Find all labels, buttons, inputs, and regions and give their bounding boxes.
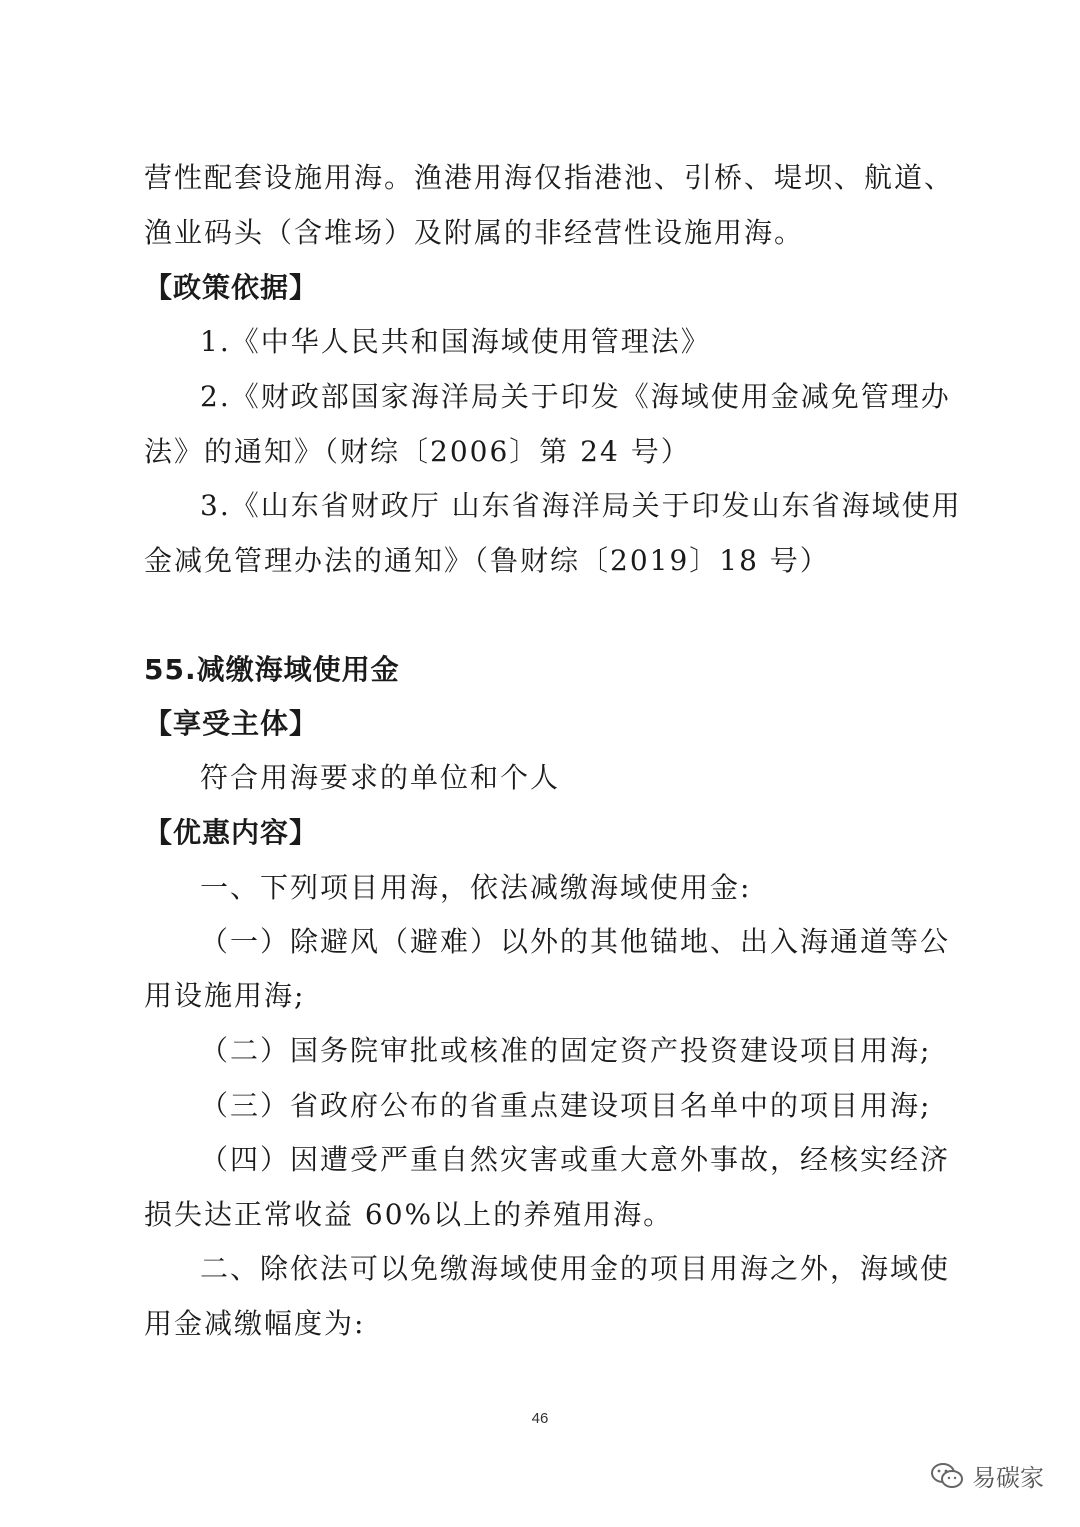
benefit-content-heading: 【优惠内容】	[144, 816, 319, 849]
body-text-line: 金减免管理办法的通知》（鲁财综〔2019〕18 号）	[144, 544, 830, 577]
policy-item: 3.《山东省财政厅 山东省海洋局关于印发山东省海域使用	[200, 489, 962, 522]
body-text-line: 用设施用海;	[144, 979, 306, 1012]
body-text-line: 法》的通知》（财综〔2006〕第 24 号）	[144, 435, 691, 468]
body-text-line: 营性配套设施用海。渔港用海仅指港池、引桥、堤坝、航道、	[144, 161, 955, 194]
watermark-text: 易碳家	[972, 1464, 1044, 1492]
section-title: 55.减缴海域使用金	[144, 653, 400, 686]
beneficiary-text: 符合用海要求的单位和个人	[200, 761, 561, 794]
body-text-line: 损失达正常收益 60%以上的养殖用海。	[144, 1198, 674, 1231]
wechat-icon	[930, 1462, 964, 1490]
body-text-line: 二、除依法可以免缴海域使用金的项目用海之外，海域使	[200, 1252, 951, 1285]
policy-item: 1.《中华人民共和国海域使用管理法》	[200, 325, 711, 358]
policy-item: 2.《财政部国家海洋局关于印发《海域使用金减免管理办	[200, 380, 951, 413]
list-item: （四）因遭受严重自然灾害或重大意外事故，经核实经济	[200, 1143, 951, 1176]
watermark	[930, 1458, 1044, 1493]
list-item: （三）省政府公布的省重点建设项目名单中的项目用海;	[200, 1089, 932, 1122]
list-item: （一）除避风（避难）以外的其他锚地、出入海通道等公	[200, 925, 951, 958]
body-text-line: 用金减缴幅度为:	[144, 1307, 366, 1340]
beneficiary-heading: 【享受主体】	[144, 707, 319, 740]
policy-basis-heading: 【政策依据】	[144, 271, 319, 304]
body-text-line: 一、下列项目用海，依法减缴海域使用金:	[200, 871, 752, 904]
page-number: 46	[531, 1410, 549, 1427]
body-text-line: 渔业码头（含堆场）及附属的非经营性设施用海。	[144, 216, 805, 249]
list-item: （二）国务院审批或核准的固定资产投资建设项目用海;	[200, 1034, 932, 1067]
